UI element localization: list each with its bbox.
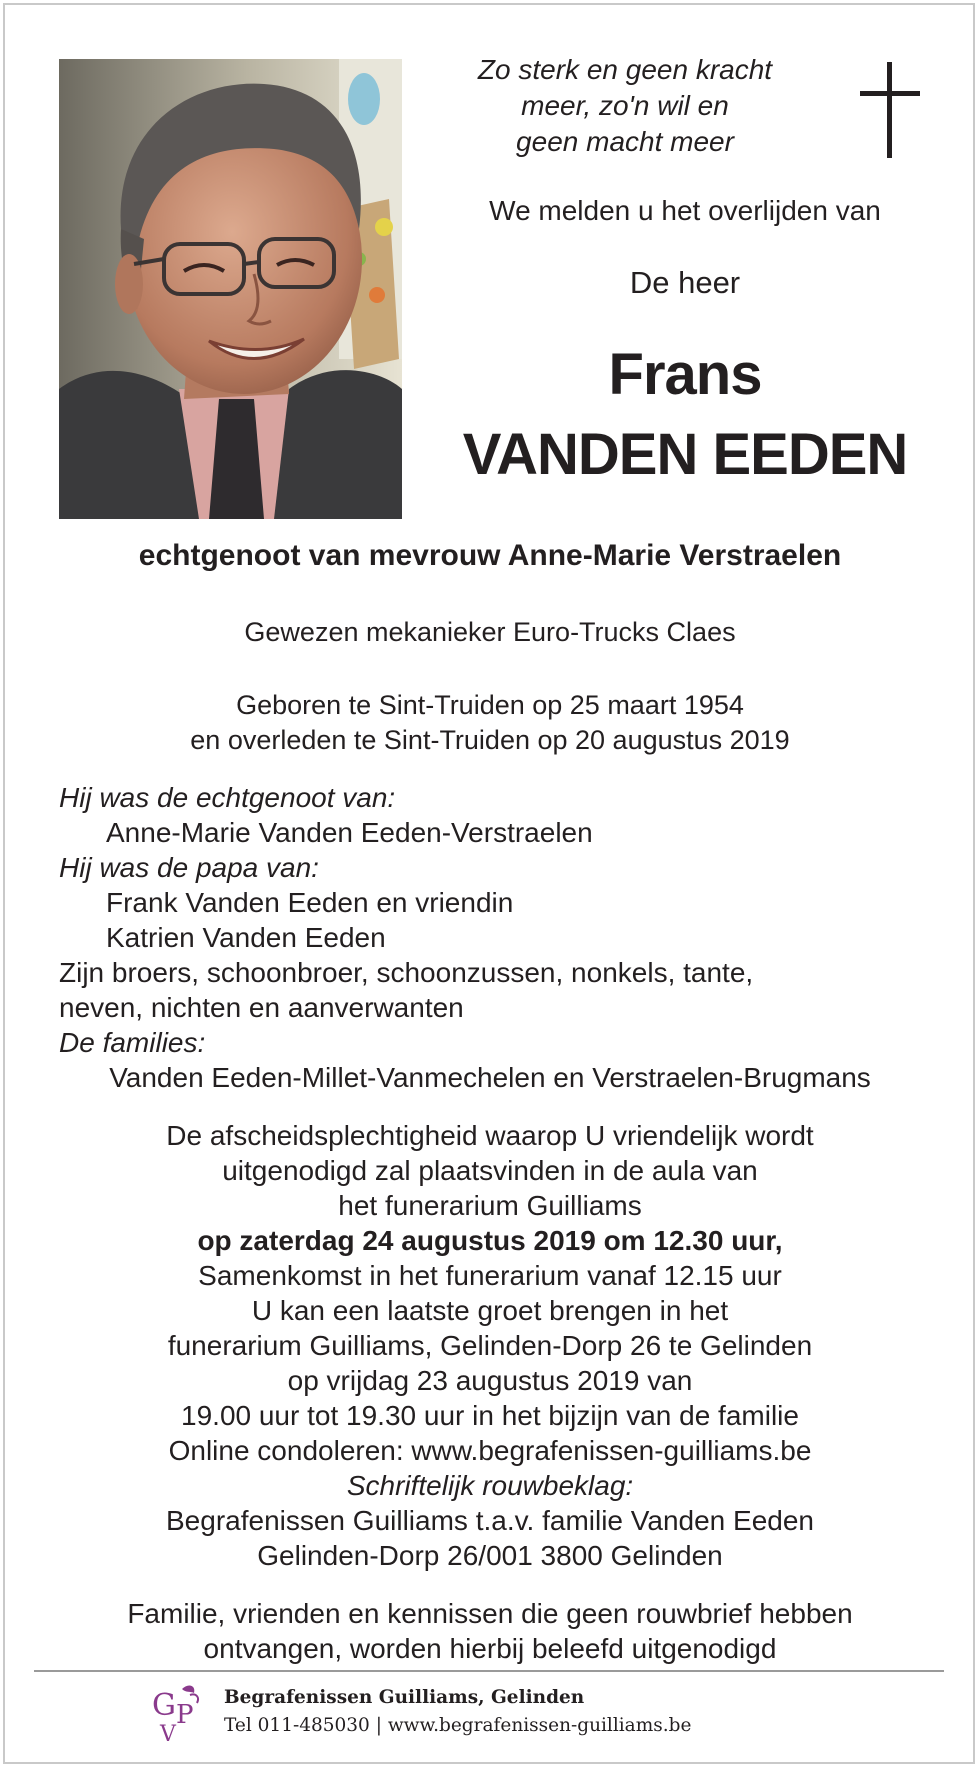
address-line: Gelinden-Dorp 26/001 3800 Gelinden bbox=[257, 1540, 723, 1571]
online-condolences: Online condoleren: www.begrafenissen-guilliams.be bbox=[168, 1435, 812, 1466]
written-condolences-heading: Schriftelijk rouwbeklag: bbox=[346, 1470, 634, 1501]
closing-line: ontvangen, worden hierbij beleefd uitgenodigd bbox=[203, 1633, 777, 1664]
footer-divider bbox=[34, 1670, 944, 1672]
occupation: Gewezen mekanieker Euro-Trucks Claes bbox=[244, 617, 736, 647]
relatives-line: neven, nichten en aanverwanten bbox=[59, 992, 464, 1023]
greeting-line: U kan een laatste groet brengen in het bbox=[251, 1295, 729, 1326]
birth-line: Geboren te Sint-Truiden op 25 maart 1954 bbox=[236, 690, 744, 720]
greeting-line: funerarium Guilliams, Gelinden-Dorp 26 te Gelinden bbox=[167, 1330, 813, 1361]
family-list bbox=[59, 780, 959, 1095]
poem-line: Zo sterk en geen kracht bbox=[477, 54, 773, 85]
closing-line: Familie, vrienden en kennissen die geen rouwbrief hebben bbox=[127, 1598, 853, 1629]
families-heading: De families: bbox=[59, 1027, 206, 1058]
child-name: Katrien Vanden Eeden bbox=[106, 922, 386, 953]
greeting-line: op vrijdag 23 augustus 2019 van bbox=[287, 1365, 693, 1396]
portrait-photo bbox=[59, 59, 402, 519]
address-line: Begrafenissen Guilliams t.a.v. familie Vanden Eeden bbox=[166, 1505, 814, 1536]
funeral-home-logo bbox=[150, 1683, 210, 1743]
greeting-line: 19.00 uur tot 19.30 uur in het bijzijn van de familie bbox=[181, 1400, 799, 1431]
spouse-name: Anne-Marie Vanden Eeden-Verstraelen bbox=[106, 817, 593, 848]
poem-line: meer, zo'n wil en bbox=[521, 90, 729, 121]
svg-text:G: G bbox=[152, 1688, 176, 1723]
deceased-first-name: Frans bbox=[608, 342, 762, 407]
svg-text:V: V bbox=[160, 1722, 176, 1743]
families-names: Vanden Eeden-Millet-Vanmechelen en Verstraelen-Brugmans bbox=[109, 1062, 871, 1093]
svg-text:P: P bbox=[176, 1700, 194, 1730]
spouse-heading: Hij was de echtgenoot van: bbox=[59, 782, 396, 813]
death-line: en overleden te Sint-Truiden op 20 augustus 2019 bbox=[190, 725, 790, 755]
ceremony-line: De afscheidsplechtigheid waarop U vriendelijk wordt bbox=[166, 1120, 814, 1151]
ceremony-line: uitgenodigd zal plaatsvinden in de aula van bbox=[222, 1155, 758, 1186]
ceremony-line: het funerarium Guilliams bbox=[338, 1190, 642, 1221]
cross-icon bbox=[860, 62, 920, 158]
poem-line: geen macht meer bbox=[516, 126, 734, 157]
closing-note bbox=[0, 1596, 980, 1666]
ceremony-date: op zaterdag 24 augustus 2019 om 12.30 uur, bbox=[197, 1225, 783, 1256]
poem bbox=[420, 52, 830, 160]
gathering-line: Samenkomst in het funerarium vanaf 12.15 uur bbox=[198, 1260, 782, 1291]
honorific: De heer bbox=[629, 265, 741, 300]
relatives-line: Zijn broers, schoonbroer, schoonzussen, nonkels, tante, bbox=[59, 957, 754, 988]
child-name: Frank Vanden Eeden en vriendin bbox=[106, 887, 514, 918]
footer-company: Begrafenissen Guilliams, Gelinden bbox=[224, 1687, 585, 1708]
ceremony-info bbox=[0, 1118, 980, 1573]
announcement: We melden u het overlijden van bbox=[489, 195, 881, 226]
footer-contact: Tel 011-485030 | www.begrafenissen-guilliams.be bbox=[224, 1715, 692, 1736]
spouse-line: echtgenoot van mevrouw Anne-Marie Verstraelen bbox=[138, 539, 842, 572]
deceased-last-name: VANDEN EEDEN bbox=[462, 422, 908, 487]
children-heading: Hij was de papa van: bbox=[59, 852, 319, 883]
